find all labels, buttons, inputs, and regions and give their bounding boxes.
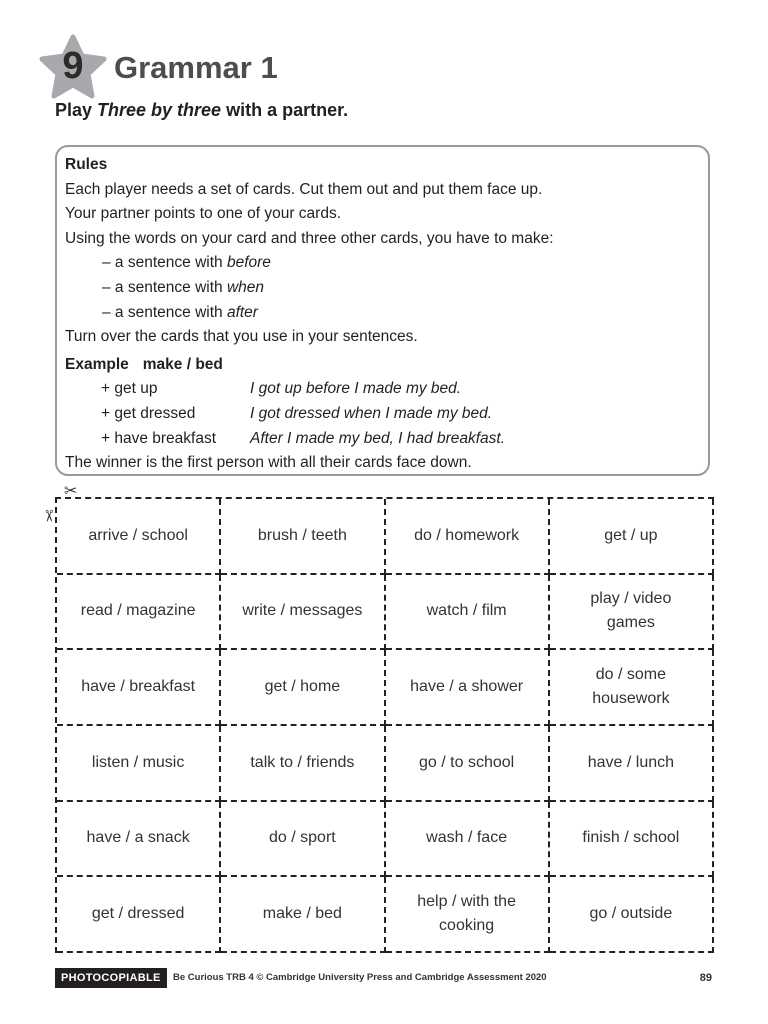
example-label: Example	[65, 355, 129, 373]
instruction	[55, 97, 348, 123]
example-row	[65, 377, 708, 402]
word-card: do / some housework	[550, 650, 714, 726]
word-card: get / dressed	[57, 877, 221, 953]
word-card: do / sport	[221, 802, 385, 878]
example-heading	[65, 353, 708, 378]
word-card: have / lunch	[550, 726, 714, 802]
word-card: go / to school	[386, 726, 550, 802]
bullet-text: – a sentence with	[102, 254, 227, 272]
page-number: 89	[699, 972, 712, 984]
scissors-icon: ✂	[39, 509, 57, 523]
example-row	[65, 402, 708, 427]
example-row	[65, 427, 708, 452]
rules-line: Each player needs a set of cards. Cut them out and put them face up.	[65, 180, 543, 198]
photocopiable-badge: PHOTOCOPIABLE	[55, 968, 167, 988]
rules-line: Using the words on your card and three other cards, you have to make:	[65, 229, 554, 247]
example-prompt: + have breakfast	[101, 429, 217, 447]
word-card: play / video games	[550, 575, 714, 651]
example-answer: I got up before I made my bed.	[250, 380, 462, 398]
word-card: talk to / friends	[221, 726, 385, 802]
word-card: have / a snack	[57, 802, 221, 878]
word-card: do / homework	[386, 499, 550, 575]
word-card: brush / teeth	[221, 499, 385, 575]
bullet-text: – a sentence with	[102, 278, 227, 296]
footer	[55, 968, 714, 988]
rules-box	[55, 145, 710, 476]
instruction-prefix: Play	[55, 100, 98, 120]
word-card: read / magazine	[57, 575, 221, 651]
word-card: watch / film	[386, 575, 550, 651]
instruction-suffix: with a partner.	[221, 100, 349, 120]
bullet-word: before	[226, 254, 271, 272]
word-card: listen / music	[57, 726, 221, 802]
word-card: wash / face	[386, 802, 550, 878]
bullet-text: – a sentence with	[102, 303, 227, 321]
word-card: help / with the cooking	[386, 877, 550, 953]
word-card: go / outside	[550, 877, 714, 953]
page-title: Grammar 1	[114, 50, 278, 85]
rules-line: Turn over the cards that you use in your sentences.	[65, 328, 418, 346]
example-answer: After I made my bed, I had breakfast.	[250, 429, 506, 447]
rules-bullet	[65, 251, 708, 276]
rules-bullet	[65, 276, 708, 301]
word-card: get / up	[550, 499, 714, 575]
example-answer: I got dressed when I made my bed.	[250, 404, 493, 422]
word-card: finish / school	[550, 802, 714, 878]
word-card: write / messages	[221, 575, 385, 651]
card-grid	[55, 497, 714, 953]
rules-bullet	[65, 301, 708, 326]
bullet-word: after	[226, 303, 258, 321]
rules-heading: Rules	[65, 156, 108, 173]
scissors-icon: ✂	[64, 483, 78, 500]
word-card: have / a shower	[386, 650, 550, 726]
rules-line: Your partner points to one of your cards.	[65, 205, 342, 223]
example-card: make / bed	[142, 355, 223, 373]
word-card: have / breakfast	[57, 650, 221, 726]
example-prompt: + get dressed	[101, 404, 196, 422]
game-name: Three by three	[97, 100, 222, 120]
word-card: arrive / school	[57, 499, 221, 575]
copyright-notice: Be Curious TRB 4 © Cambridge University Press and Cambridge Assessment 2020	[173, 972, 547, 983]
example-prompt: + get up	[101, 380, 158, 398]
rules-closing: The winner is the first person with all their cards face down.	[65, 454, 472, 472]
unit-number: 9	[62, 45, 84, 87]
bullet-word: when	[226, 278, 265, 296]
unit-badge	[38, 34, 108, 100]
word-card: make / bed	[221, 877, 385, 953]
word-card: get / home	[221, 650, 385, 726]
